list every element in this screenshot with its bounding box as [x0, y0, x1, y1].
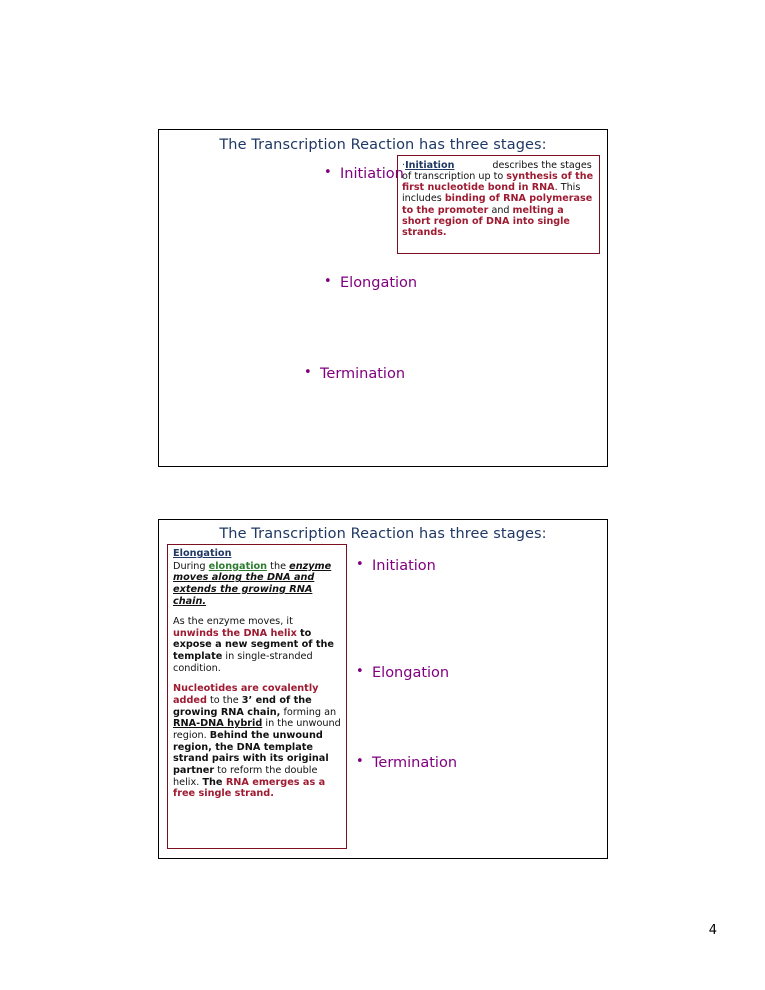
slide-2-callout-paragraph-2 [173, 616, 341, 674]
callout-highlight-2: binding of RNA polymerase to the promoter [402, 193, 593, 216]
callout-heading: Initiation [405, 160, 455, 171]
p1-italic-emphasis: enzyme moves along the DNA and extends the growing RNA chain. [173, 560, 332, 607]
p2-highlight: unwinds the DNA helix [173, 627, 297, 639]
callout-highlight-1: synthesis of the first nucleotide bond in RNA [402, 171, 594, 194]
p2-bold: to expose a new segment of the template [173, 627, 334, 663]
slide-2-callout-paragraph-1 [173, 561, 341, 608]
p3-part-a: to the [206, 695, 242, 707]
p3-part-b: forming an [280, 706, 337, 718]
p3-bold-underline: RNA-DNA hybrid [173, 718, 263, 730]
p2-part-a: As the enzyme moves, it [173, 616, 293, 628]
p1-green-term: elongation [208, 560, 268, 572]
p3-bold-1: 3’ end of the growing RNA chain, [173, 695, 312, 718]
slide-2-bullet-initiation: • Initiation [356, 558, 556, 574]
slide-1-bullet-termination: • Termination [304, 366, 484, 382]
slide-2-callout-paragraph-3 [173, 683, 341, 799]
p3-highlight-2: RNA emerges as a free single strand. [173, 776, 326, 800]
p3-bold-2: Behind the unwound region, the DNA template strand pairs with its original partner [173, 729, 329, 776]
p2-part-c: in single-stranded condition. [173, 651, 313, 674]
slide-2 [158, 519, 608, 859]
slide-1-title: The Transcription Reaction has three stages: [219, 137, 547, 153]
p3-bold-3: The [202, 776, 226, 788]
slide-1-bullet-elongation: • Elongation [324, 275, 484, 291]
p3-part-d: to reform the double helix. [173, 764, 318, 788]
callout-after-1: . This includes [402, 182, 581, 205]
p3-highlight-1: Nucleotides are covalently added [173, 683, 319, 707]
slide-2-callout-heading: Elongation [173, 548, 232, 559]
callout-after-2: and [488, 204, 513, 216]
p1-part-b: the [267, 560, 290, 572]
callout-line1: describes the stages of [402, 160, 592, 183]
slide-2-bullet-list [356, 558, 556, 771]
slide-1-bullet-initiation: • Initiation [324, 166, 484, 182]
callout-bullet-glyph: · [402, 160, 406, 171]
p1-part-a: During [173, 560, 209, 572]
p3-part-c: in the unwound region. [173, 718, 341, 741]
slide-2-title: The Transcription Reaction has three stages: [219, 526, 547, 542]
slide-1 [158, 129, 608, 467]
slide-2-bullet-elongation: • Elongation [356, 665, 556, 681]
callout-line2: transcription up to [414, 171, 507, 183]
slide-2-callout-box [167, 544, 347, 849]
page-number: 4 [708, 923, 717, 938]
slide-2-bullet-termination: • Termination [356, 755, 556, 771]
callout-highlight-3: melting a short region of DNA into single strands. [402, 204, 570, 238]
slide-1-callout-box [397, 155, 600, 254]
